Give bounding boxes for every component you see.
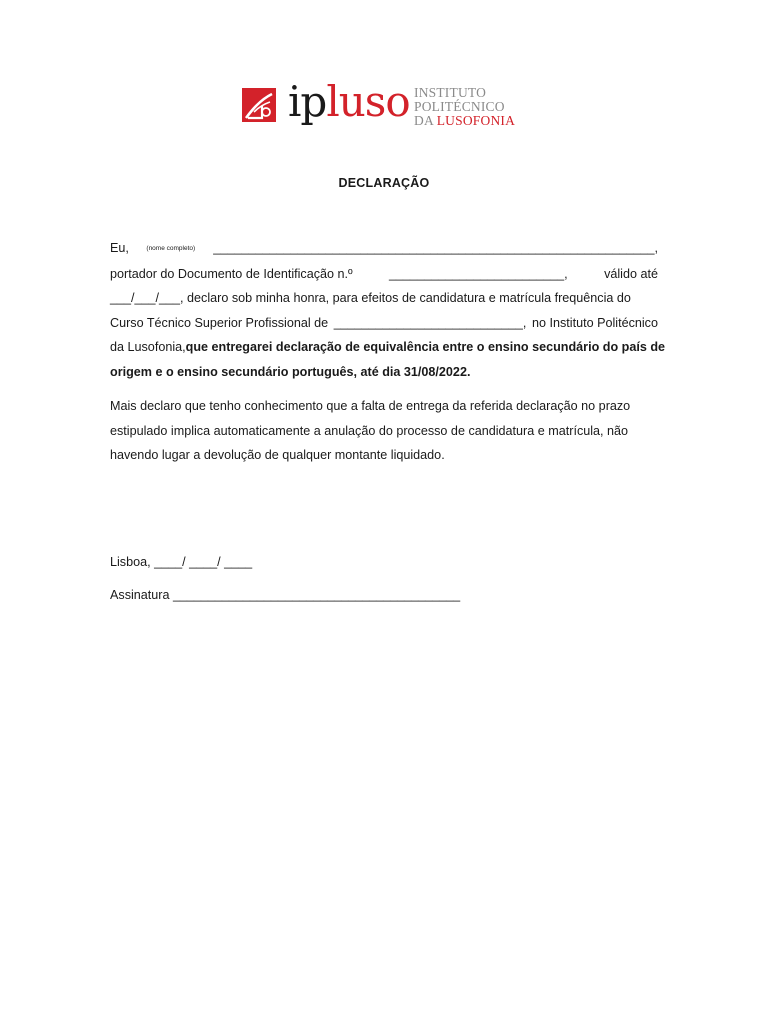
signature-line: Assinatura _________________________________________ bbox=[110, 588, 461, 602]
course-blank: ___________________________, bbox=[333, 315, 527, 330]
ipluso-emblem-icon bbox=[242, 88, 276, 122]
id-number-blank: _________________________, bbox=[389, 266, 568, 281]
text-line: ___/___/___, declaro sob minha honra, para efeitos de candidatura e matrícula frequência do bbox=[110, 291, 631, 306]
declaration-paragraph-2 bbox=[110, 394, 658, 468]
text-line: portador do Documento de Identificação n.º _________________________, válido até bbox=[110, 262, 658, 287]
logo-wordmark: ipluso bbox=[288, 77, 410, 126]
logo-sub-line-3: DA LUSOFONIA bbox=[414, 113, 516, 128]
ipluso-logo bbox=[242, 77, 532, 134]
text-line: estipulado implica automaticamente a anulação do processo de candidatura e matrícula, não bbox=[110, 423, 629, 438]
document-title: DECLARAÇÃO bbox=[338, 176, 430, 190]
declaration-paragraph-1 bbox=[110, 236, 666, 385]
text-line: Curso Técnico Superior Profissional de ___________________________, no Instituto Politécnico bbox=[110, 311, 658, 336]
text-line: Mais declaro que tenho conhecimento que a falta de entrega da referida declaração no prazo bbox=[110, 399, 631, 413]
full-name-blank: _______________________________________________________________, bbox=[213, 241, 658, 255]
text-line: origem e o ensino secundário português, até dia 31/08/2022. bbox=[110, 364, 471, 379]
logo-sub-line-2: POLITÉCNICO bbox=[414, 99, 505, 114]
text-line: da Lusofonia, que entregarei declaração de equivalência entre o ensino secundário do país de bbox=[110, 340, 666, 355]
text-line: havendo lugar a devolução de qualquer montante liquidado. bbox=[110, 448, 445, 463]
logo-institution-name bbox=[414, 86, 515, 128]
text-line: Eu, (nome completo) _______________________________________________________________, bbox=[110, 236, 658, 262]
place-date-line: Lisboa, ____/ ____/ ____ bbox=[110, 555, 253, 569]
name-field-note: (nome completo) bbox=[146, 245, 196, 252]
logo-sub-line-1: INSTITUTO bbox=[414, 85, 487, 100]
